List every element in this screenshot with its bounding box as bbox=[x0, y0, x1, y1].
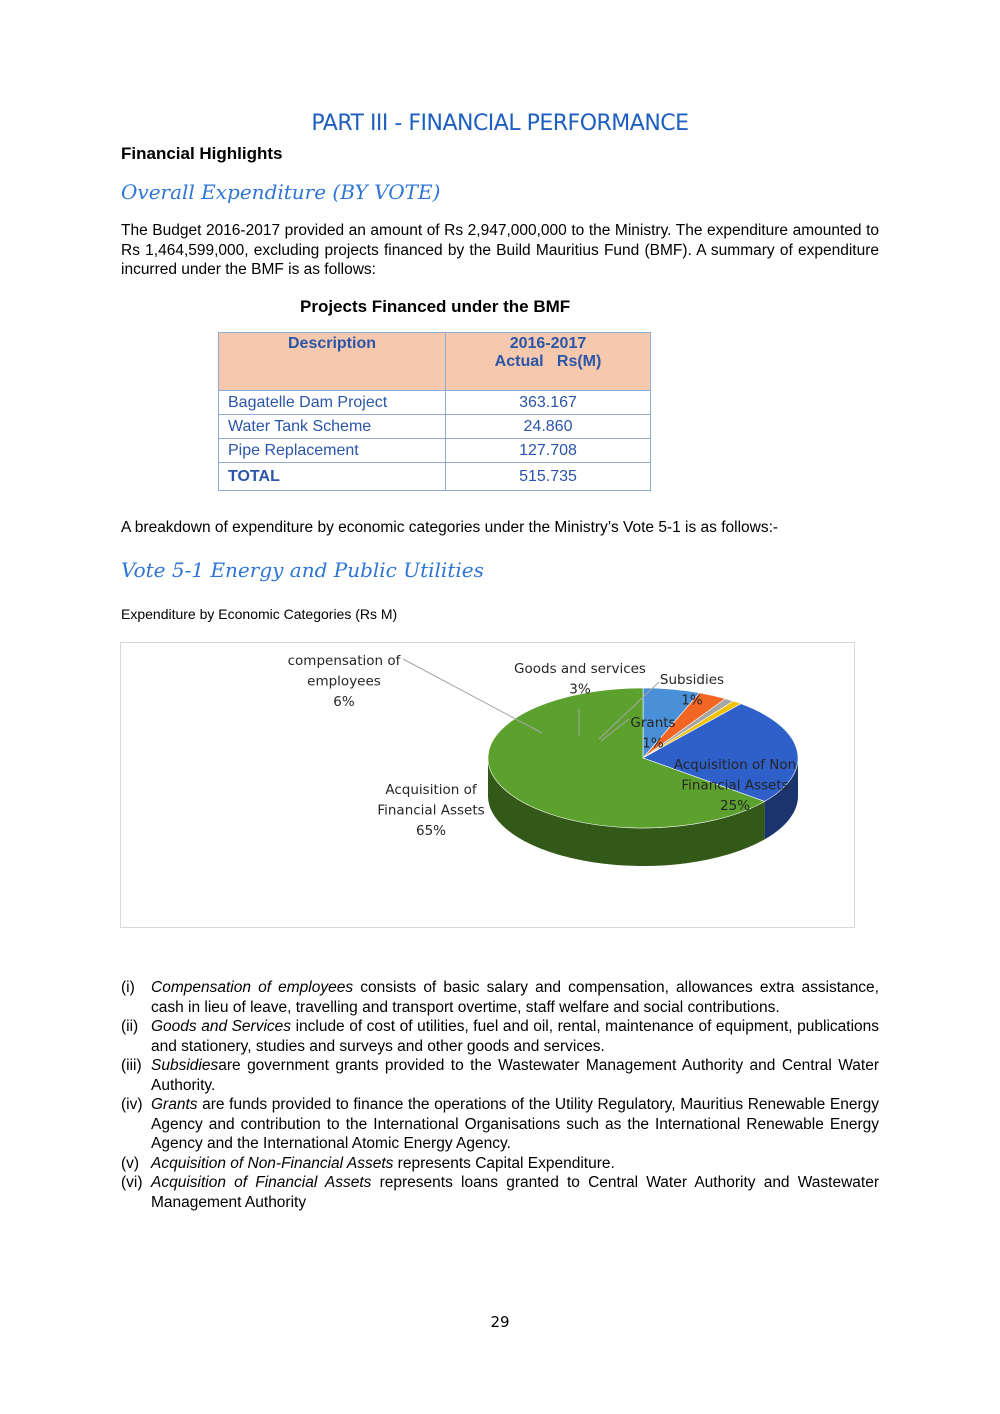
list-item bbox=[121, 1095, 879, 1154]
pie-chart bbox=[120, 642, 855, 928]
note-body: represents loans granted to Central Water Authority and Wastewater Management Authority bbox=[151, 1174, 879, 1211]
note-body: consists of basic salary and compensation, allowances extra assistance, cash in lieu of leave, travelling and transport overtime, staff welfare and social contributions. bbox=[151, 979, 879, 1016]
note-text bbox=[151, 1056, 879, 1095]
list-item bbox=[121, 1056, 879, 1095]
note-text bbox=[151, 1017, 879, 1056]
table-total-row bbox=[219, 463, 651, 491]
note-text bbox=[151, 1154, 879, 1174]
note-term: Goods and Services bbox=[151, 1018, 292, 1035]
list-item bbox=[121, 1154, 879, 1174]
note-number: (iii) bbox=[121, 1057, 142, 1074]
note-body: include of cost of utilities, fuel and oil, rental, maintenance of equipment, publications and stationery, studies and surveys and other goods and services. bbox=[151, 1018, 879, 1055]
note-text bbox=[151, 1173, 879, 1212]
list-item bbox=[121, 978, 879, 1017]
slice-label: compensation of employees 6% bbox=[287, 653, 401, 710]
note-text bbox=[151, 978, 879, 1017]
slice-label: Goods and services 3% bbox=[514, 661, 646, 698]
part-title: PART III - FINANCIAL PERFORMANCE bbox=[311, 111, 689, 136]
header-actual bbox=[446, 333, 651, 391]
note-body: are government grants provided to the Wastewater Management Authority and Central Water Authority. bbox=[151, 1057, 879, 1094]
section-heading-overall-expenditure: Overall Expenditure (BY VOTE) bbox=[121, 180, 441, 204]
table-row bbox=[219, 415, 651, 439]
bmf-table bbox=[218, 332, 651, 491]
breakdown-intro: A breakdown of expenditure by economic categories under the Ministry’s Vote 5-1 is as follows:- bbox=[121, 519, 779, 536]
slice-label: Subsidies 1% bbox=[659, 672, 725, 709]
header-year: 2016-2017 bbox=[509, 335, 587, 352]
section-heading-vote: Vote 5-1 Energy and Public Utilities bbox=[121, 558, 484, 582]
list-item bbox=[121, 1173, 879, 1212]
note-number: (v) bbox=[121, 1154, 140, 1172]
note-term: Acquisition of Non-Financial Assets bbox=[151, 1154, 394, 1172]
chart-caption: Expenditure by Economic Categories (Rs M) bbox=[121, 606, 398, 622]
note-term: Compensation of employees bbox=[151, 979, 354, 996]
row-value: 24.860 bbox=[446, 415, 651, 439]
list-item bbox=[121, 1017, 879, 1056]
note-term: Acquisition of Financial Assets bbox=[151, 1174, 372, 1191]
slice-label: Acquisition of Financial Assets 65% bbox=[377, 782, 485, 839]
page-number: 29 bbox=[490, 1313, 510, 1331]
row-value: 363.167 bbox=[446, 391, 651, 415]
total-value: 515.735 bbox=[446, 463, 651, 491]
bmf-table-title: Projects Financed under the BMF bbox=[300, 297, 571, 316]
highlights-heading: Financial Highlights bbox=[121, 144, 283, 163]
table-row bbox=[219, 439, 651, 463]
bmf-table-header-row bbox=[219, 333, 651, 391]
header-unit: Actual Rs(M) bbox=[494, 353, 602, 370]
row-description: Water Tank Scheme bbox=[219, 415, 446, 439]
notes-list bbox=[121, 978, 879, 1212]
note-body: represents Capital Expenditure. bbox=[393, 1154, 615, 1172]
note-term: Subsidies bbox=[151, 1057, 219, 1074]
note-number: (i) bbox=[121, 979, 135, 996]
slice-label: Acquisition of Non Financial Assets 25% bbox=[673, 757, 797, 814]
note-text bbox=[151, 1095, 879, 1154]
table-row bbox=[219, 391, 651, 415]
budget-paragraph: The Budget 2016-2017 provided an amount of Rs 2,947,000,000 to the Ministry. The expenditure amounted to Rs 1,464,599,000, excluding projects financed by the Build Mauritius Fund (BMF). A summary of expenditure incurred under the BMF is as follows: bbox=[121, 222, 879, 278]
row-description: Pipe Replacement bbox=[219, 439, 446, 463]
header-description: Description bbox=[219, 333, 446, 391]
row-value: 127.708 bbox=[446, 439, 651, 463]
note-number: (vi) bbox=[121, 1174, 143, 1191]
note-body: are funds provided to finance the operations of the Utility Regulatory, Mauritius Renewable Energy Agency and contribution to the International Organisations such as the International Renewable Energy Agency and the International Atomic Energy Agency. bbox=[151, 1096, 879, 1152]
pie-chart-svg bbox=[121, 643, 856, 929]
total-label: TOTAL bbox=[219, 463, 446, 491]
note-term: Grants bbox=[151, 1096, 198, 1113]
slice-label: Grants 1% bbox=[630, 715, 676, 752]
note-number: (ii) bbox=[121, 1018, 139, 1035]
note-number: (iv) bbox=[121, 1096, 143, 1113]
row-description: Bagatelle Dam Project bbox=[219, 391, 446, 415]
